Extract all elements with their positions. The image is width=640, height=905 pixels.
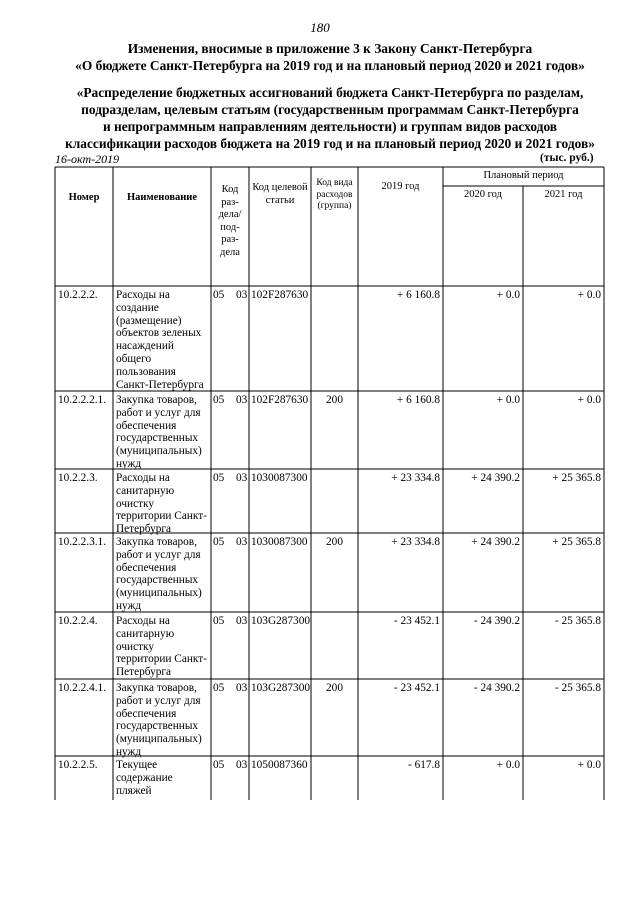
row-section: 05 <box>213 472 225 484</box>
row-2021: + 25 365.8 <box>552 536 601 548</box>
row-type: 200 <box>326 394 343 406</box>
row-2019: - 617.8 <box>407 759 440 771</box>
row-number: 10.2.2.2.1. <box>58 394 107 406</box>
row-2020: - 24 390.2 <box>473 615 520 627</box>
row-number: 10.2.2.4.1. <box>58 682 107 694</box>
document-date: 16-окт-2019 <box>55 152 120 166</box>
header-2020: 2020 год <box>464 189 502 200</box>
row-number: 10.2.2.4. <box>58 615 98 627</box>
title-line-2: «О бюджете Санкт-Петербурга на 2019 год и на плановый период 2020 и 2021 годов» <box>75 58 585 73</box>
row-2019: + 6 160.8 <box>396 394 440 406</box>
row-2020: - 24 390.2 <box>473 682 520 694</box>
row-target: 103G287300 <box>251 615 310 627</box>
row-2019: + 23 334.8 <box>391 536 440 548</box>
row-number: 10.2.2.3.1. <box>58 536 107 548</box>
header-section-code: Код раз- дела/ под- раз- дела <box>218 184 242 258</box>
row-2021: + 25 365.8 <box>552 472 601 484</box>
row-2019: + 6 160.8 <box>396 289 440 301</box>
row-number: 10.2.2.3. <box>58 472 98 484</box>
row-name: Расходы на санитарную очистку территории Санкт-Петербурга <box>116 615 207 679</box>
row-section: 05 <box>213 615 225 627</box>
row-subsection: 03 <box>236 536 248 548</box>
row-subsection: 03 <box>236 472 248 484</box>
row-subsection: 03 <box>236 615 248 627</box>
row-2019: + 23 334.8 <box>391 472 440 484</box>
row-2021: + 0.0 <box>577 394 601 406</box>
row-2020: + 0.0 <box>496 289 520 301</box>
row-section: 05 <box>213 394 225 406</box>
row-target: 102F287630 <box>251 394 309 406</box>
row-section: 05 <box>213 289 225 301</box>
header-name: Наименование <box>127 192 197 203</box>
row-name: Расходы на создание (размещение) объектов зеленых насаждений общего пользования Санкт-Петербурга <box>116 289 204 391</box>
row-target: 103G287300 <box>251 682 310 694</box>
header-2019: 2019 год <box>381 181 420 192</box>
row-name: Закупка товаров, работ и услуг для обеспечения государственных (муниципальных) нужд <box>116 682 202 758</box>
header-number: Номер <box>68 192 100 203</box>
row-2021: - 25 365.8 <box>554 682 601 694</box>
row-2019: - 23 452.1 <box>393 682 440 694</box>
header-target-code: Код целевой статьи <box>252 182 308 206</box>
row-subsection: 03 <box>236 394 248 406</box>
header-plan-period: Плановый период <box>483 170 564 181</box>
row-section: 05 <box>213 536 225 548</box>
row-2020: + 24 390.2 <box>471 536 520 548</box>
row-2021: - 25 365.8 <box>554 615 601 627</box>
row-number: 10.2.2.5. <box>58 759 98 771</box>
row-2020: + 0.0 <box>496 394 520 406</box>
header-2021: 2021 год <box>544 189 583 200</box>
row-type: 200 <box>326 682 343 694</box>
row-2021: + 0.0 <box>577 289 601 301</box>
row-2021: + 0.0 <box>577 759 601 771</box>
subtitle-line-2: подразделам, целевым статьям (государственным программам Санкт-Петербурга <box>81 102 579 117</box>
row-target: 1050087360 <box>251 759 308 771</box>
row-2020: + 24 390.2 <box>471 472 520 484</box>
row-name: Расходы на санитарную очистку территории Санкт-Петербурга <box>116 472 207 536</box>
row-2019: - 23 452.1 <box>393 615 440 627</box>
title-line-1: Изменения, вносимые в приложение 3 к Закону Санкт-Петербурга <box>127 41 533 56</box>
units-label: (тыс. руб.) <box>540 152 594 164</box>
row-section: 05 <box>213 759 225 771</box>
row-name: Закупка товаров, работ и услуг для обеспечения государственных (муниципальных) нужд <box>116 394 202 470</box>
row-section: 05 <box>213 682 225 694</box>
row-name: Закупка товаров, работ и услуг для обеспечения государственных (муниципальных) нужд <box>116 536 202 612</box>
row-type: 200 <box>326 536 343 548</box>
row-subsection: 03 <box>236 759 248 771</box>
row-name: Текущее содержание пляжей <box>116 759 173 797</box>
row-number: 10.2.2.2. <box>58 289 98 301</box>
subtitle-line-1: «Распределение бюджетных ассигнований бюджета Санкт-Петербурга по разделам, <box>76 85 584 100</box>
page-number: 180 <box>310 20 330 35</box>
header-type-code: Код вида расходов (группа) <box>316 178 353 211</box>
row-target: 102F287630 <box>251 289 309 301</box>
row-2020: + 0.0 <box>496 759 520 771</box>
row-subsection: 03 <box>236 289 248 301</box>
row-target: 1030087300 <box>251 536 308 548</box>
subtitle-line-3: и непрограммным направлениям деятельности) и группам видов расходов <box>102 119 558 134</box>
row-subsection: 03 <box>236 682 248 694</box>
row-target: 1030087300 <box>251 472 308 484</box>
subtitle-line-4: классификации расходов бюджета на 2019 год и на плановый период 2020 и 2021 годов» <box>65 136 595 151</box>
